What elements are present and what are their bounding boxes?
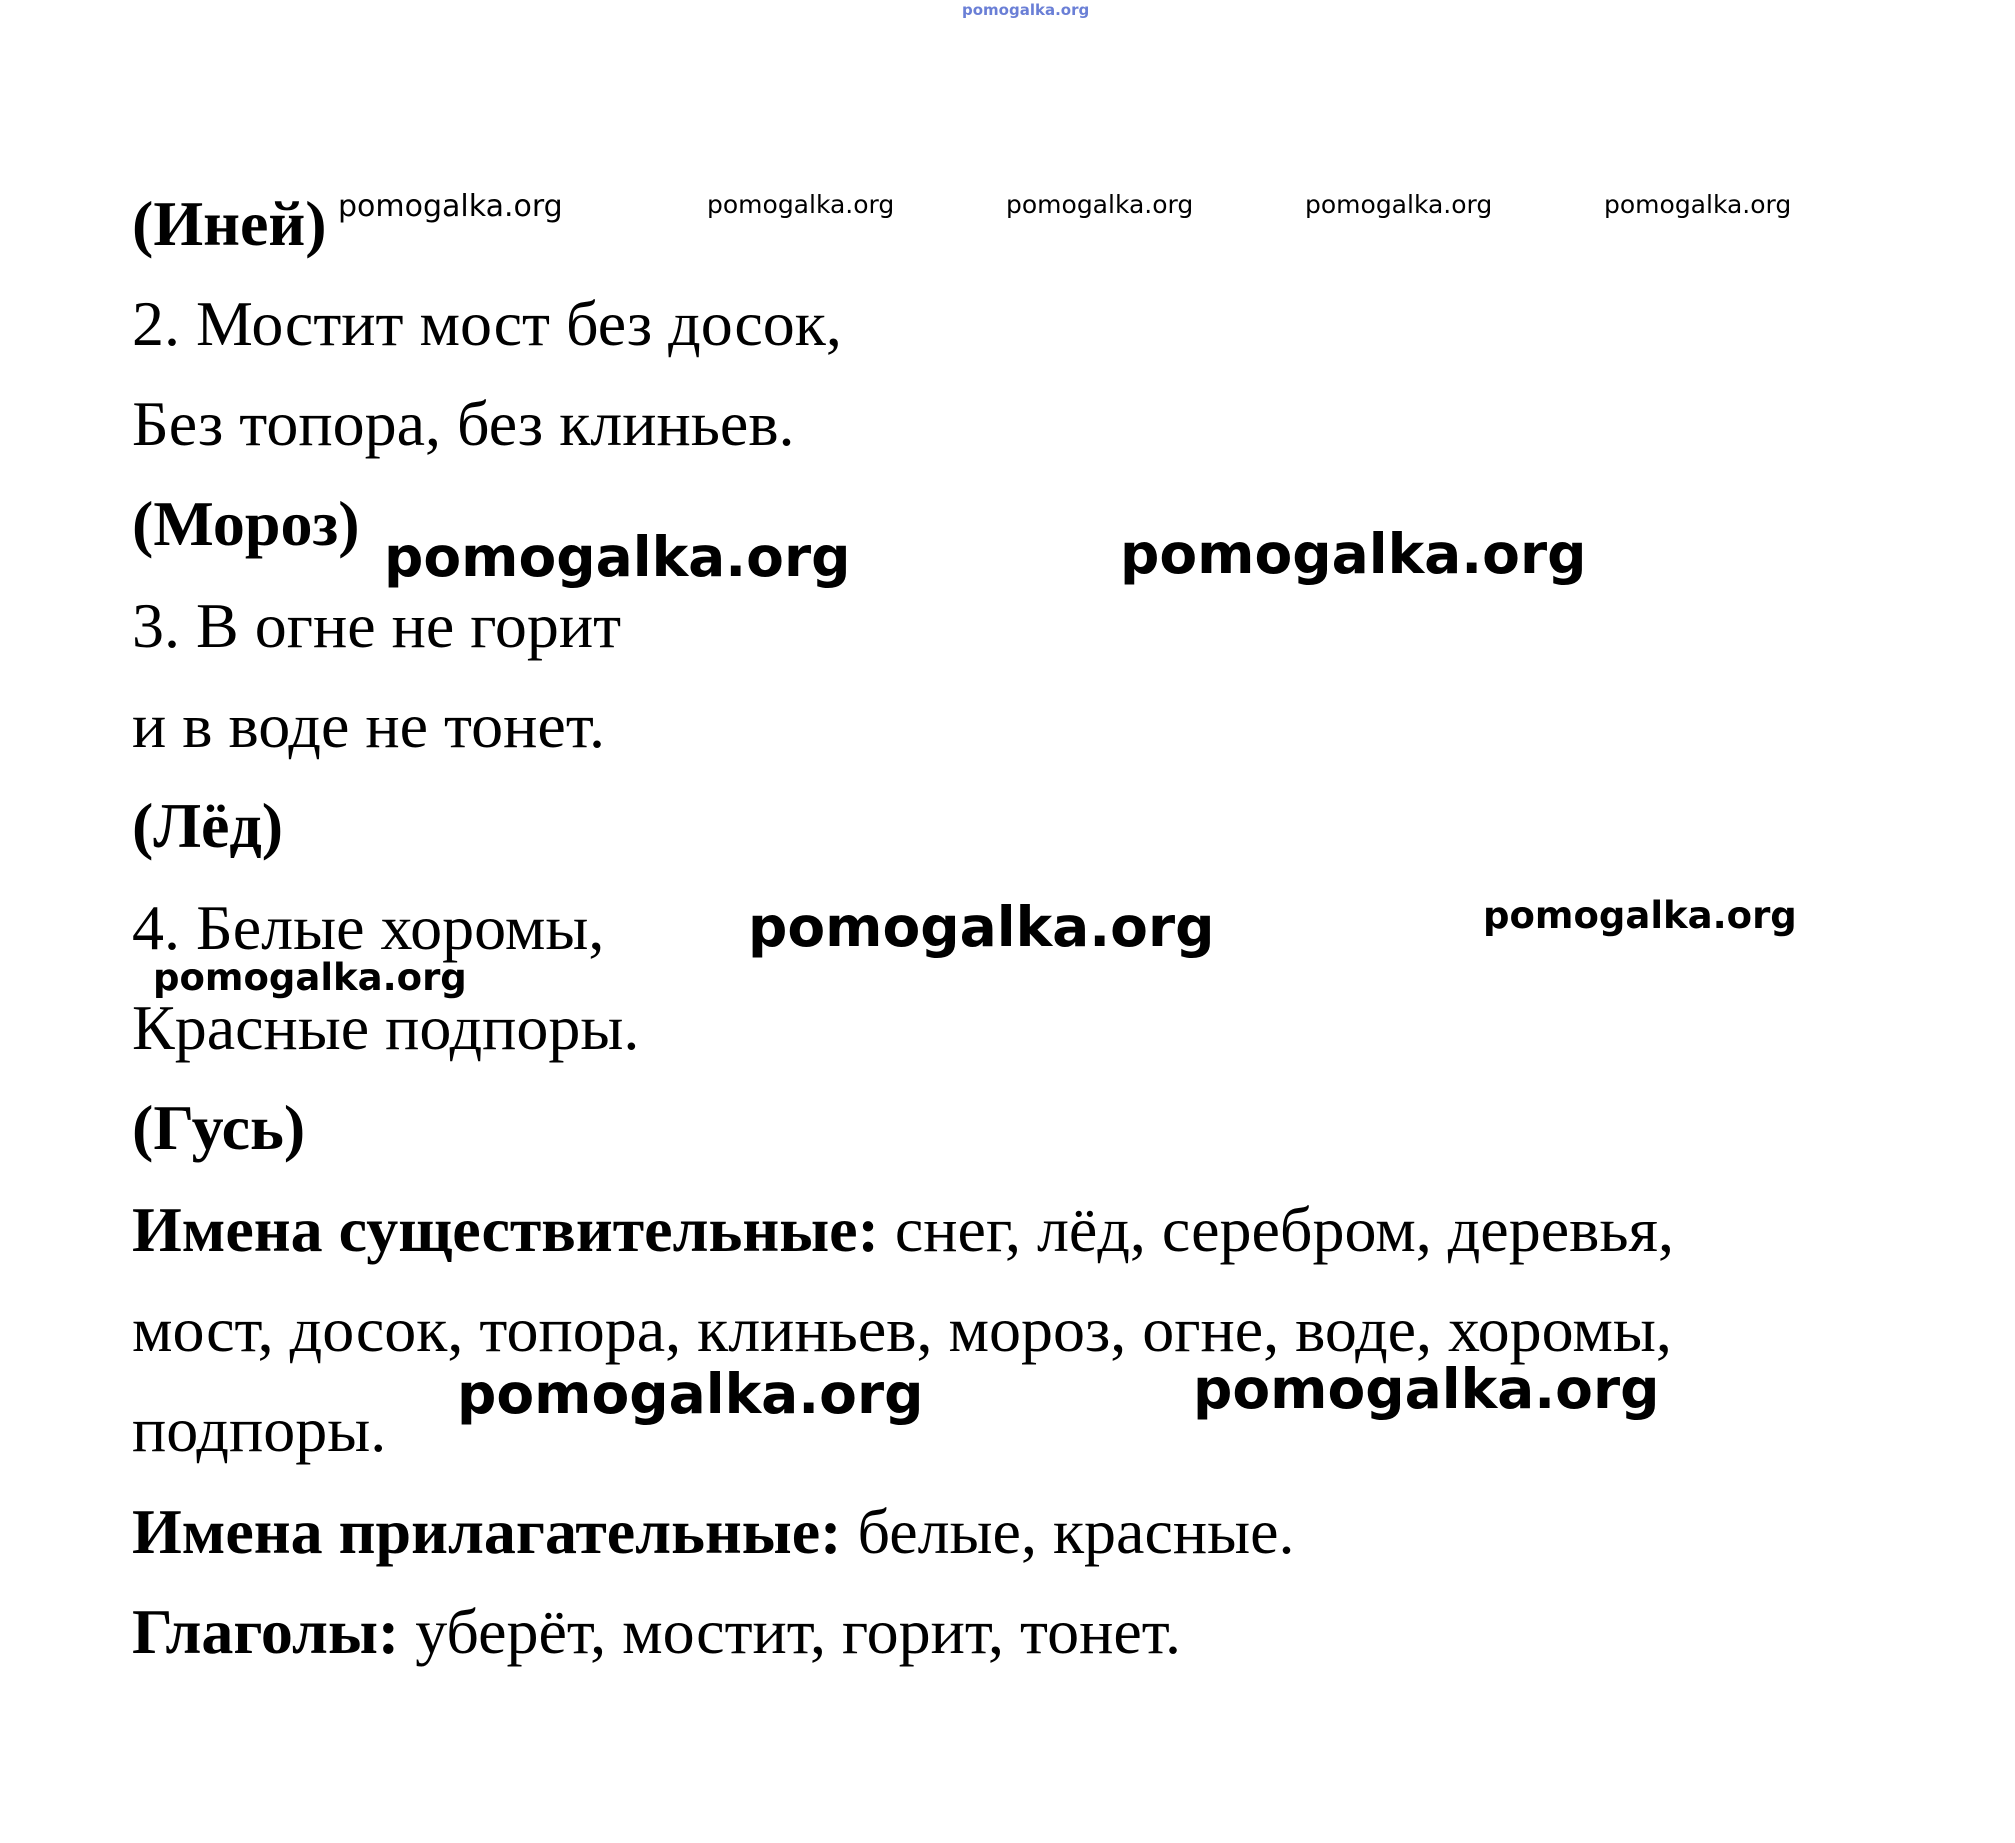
line-12-text: мост, досок, топора, клиньев, мороз, огне, воде, хоромы,	[132, 1294, 1672, 1365]
line-8	[132, 892, 605, 963]
line-11-bold: Имена существительные:	[132, 1194, 879, 1265]
watermark-top: pomogalka.org	[962, 1, 1090, 19]
line-2	[132, 288, 842, 359]
line-7-bold: (Лёд)	[132, 790, 284, 861]
line-14-bold: Имена прилагательные:	[132, 1496, 842, 1567]
line-4	[132, 488, 360, 559]
line-9-text: Красные подпоры.	[132, 992, 640, 1063]
watermark: pomogalka.org	[1120, 522, 1587, 586]
line-6-text: и в воде не тонет.	[132, 690, 605, 761]
line-10-bold: (Гусь)	[132, 1092, 306, 1163]
watermark: pomogalka.org	[153, 956, 467, 999]
line-2-text: 2. Мостит мост без досок,	[132, 288, 842, 359]
line-14-text: белые, красные.	[841, 1496, 1295, 1567]
watermark: pomogalka.org	[1006, 190, 1194, 219]
watermark: pomogalka.org	[338, 189, 563, 224]
line-9	[132, 992, 640, 1063]
line-5	[132, 590, 622, 661]
watermark: pomogalka.org	[748, 895, 1215, 959]
line-11-text: снег, лёд, серебром, деревья,	[878, 1194, 1674, 1265]
watermark: pomogalka.org	[1305, 190, 1493, 219]
line-3-text: Без топора, без клиньев.	[132, 388, 795, 459]
line-15-text: уберёт, мостит, горит, тонет.	[399, 1596, 1181, 1667]
line-6	[132, 690, 605, 761]
line-11	[132, 1194, 1674, 1265]
line-13	[132, 1394, 387, 1465]
watermark: pomogalka.org	[707, 190, 895, 219]
line-3	[132, 388, 795, 459]
line-14	[132, 1496, 1295, 1567]
watermark: pomogalka.org	[384, 525, 851, 589]
line-1-bold: (Иней)	[132, 188, 327, 259]
watermark: pomogalka.org	[1193, 1357, 1660, 1421]
line-1	[132, 188, 327, 259]
watermark: pomogalka.org	[1604, 190, 1792, 219]
line-4-bold: (Мороз)	[132, 488, 360, 559]
line-5-text: 3. В огне не горит	[132, 590, 622, 661]
line-13-text: подпоры.	[132, 1394, 387, 1465]
line-15-bold: Глаголы:	[132, 1596, 400, 1667]
line-10	[132, 1092, 306, 1163]
line-12	[132, 1294, 1672, 1365]
watermark: pomogalka.org	[457, 1362, 924, 1426]
line-8-text: 4. Белые хоромы,	[132, 892, 605, 963]
line-15	[132, 1596, 1181, 1667]
watermark: pomogalka.org	[1483, 894, 1797, 937]
line-7	[132, 790, 284, 861]
